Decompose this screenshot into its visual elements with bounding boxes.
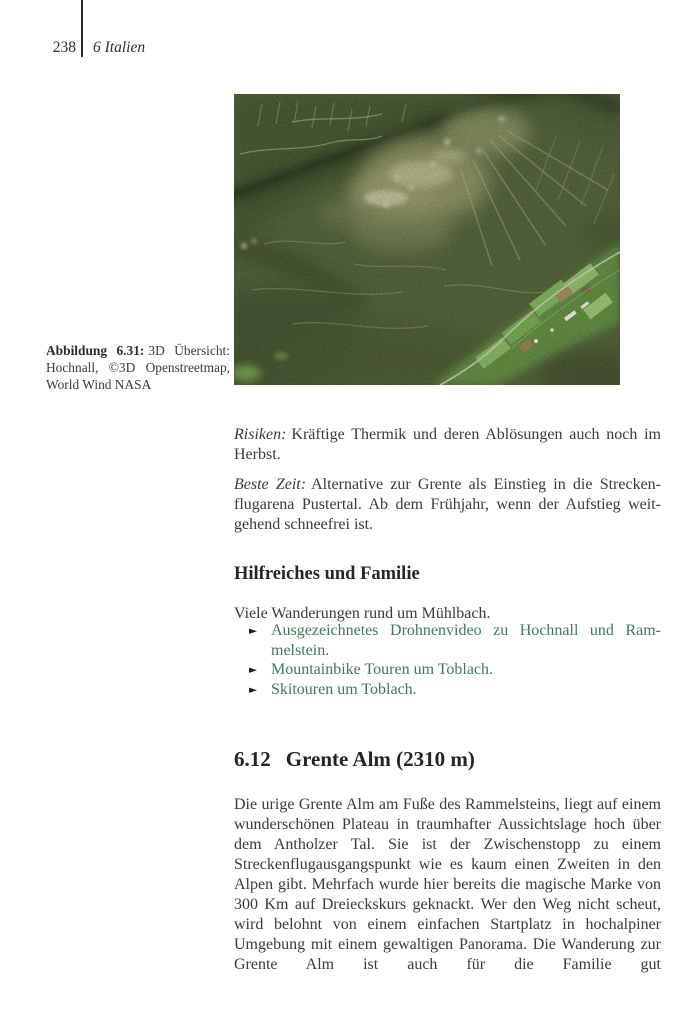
link-text[interactable]: Mountainbike Touren um Toblach. bbox=[271, 661, 494, 678]
page-number: 238 bbox=[52, 39, 76, 56]
triangle-bullet-icon: ► bbox=[249, 664, 258, 676]
risiken-text: Kräftige Thermik und deren Ablösungen auch noch im Herbst. bbox=[234, 426, 661, 463]
link-text[interactable]: Skitouren um Toblach. bbox=[271, 680, 417, 698]
section-number: 6.12 bbox=[234, 747, 271, 772]
grente-body-paragraph: Die urige Grente Alm am Fuße des Rammelsteins, liegt auf einem wunderschönen Plateau in traumhafter Aussichtslage hoch über dem Antholzer Tal. Sie ist der Zwischenstopp zu einem Streckenflugausgangspunkt wie es kaum einen Zweiten in den Alpen gibt. Mehrfach wurde hier bereits die magische Marke von 300 Km auf Dreieckskurs geknackt. Wer den Weg nicht scheut, wird belohnt von einem einfachen Startplatz in hochalpiner Umgebung mit einem gewaltigen Panorama. Die Wanderung zur Grente Alm ist auch für die Familie gut bbox=[234, 796, 661, 973]
figure-caption-label: Abbildung 6.31: bbox=[46, 343, 145, 358]
triangle-bullet-icon: ► bbox=[249, 625, 258, 637]
intro-paragraph: Viele Wanderungen rund um Mühlbach. bbox=[234, 605, 491, 622]
list-item bbox=[234, 660, 661, 680]
link-text[interactable]: Ausgezeichnetes Drohnenvideo zu Hochnall und Rammelstein. bbox=[271, 622, 661, 659]
beste-zeit-paragraph bbox=[234, 475, 661, 535]
heading-hilfreiches-und-familie: Hilfreiches und Familie bbox=[234, 563, 420, 584]
beste-zeit-text: Alternative zur Grente als Einstieg in die Streckenflugarena Pustertal. Ab dem Frühjahr, wenn der Aufstieg weitgehend schneefrei ist. bbox=[234, 476, 661, 533]
triangle-bullet-icon: ► bbox=[249, 683, 258, 696]
terrain-3d-rendering bbox=[234, 94, 620, 385]
section-title: Grente Alm (2310 m) bbox=[285, 747, 475, 772]
risiken-paragraph bbox=[234, 425, 661, 465]
figure-caption-text: 3D Übersicht: Hochnall, ©3D Openstreetmap, World Wind NASA bbox=[46, 343, 230, 392]
list-item bbox=[234, 680, 661, 700]
figure-caption bbox=[46, 342, 230, 393]
list-item bbox=[234, 621, 661, 660]
risiken-label: Risiken: bbox=[234, 426, 287, 443]
header-rule bbox=[81, 0, 83, 57]
chapter-title: 6 Italien bbox=[93, 39, 146, 56]
terrain-figure-image bbox=[234, 94, 620, 385]
links-list bbox=[234, 621, 661, 699]
section-heading-grente-alm bbox=[234, 747, 475, 772]
beste-zeit-label: Beste Zeit: bbox=[234, 476, 307, 493]
